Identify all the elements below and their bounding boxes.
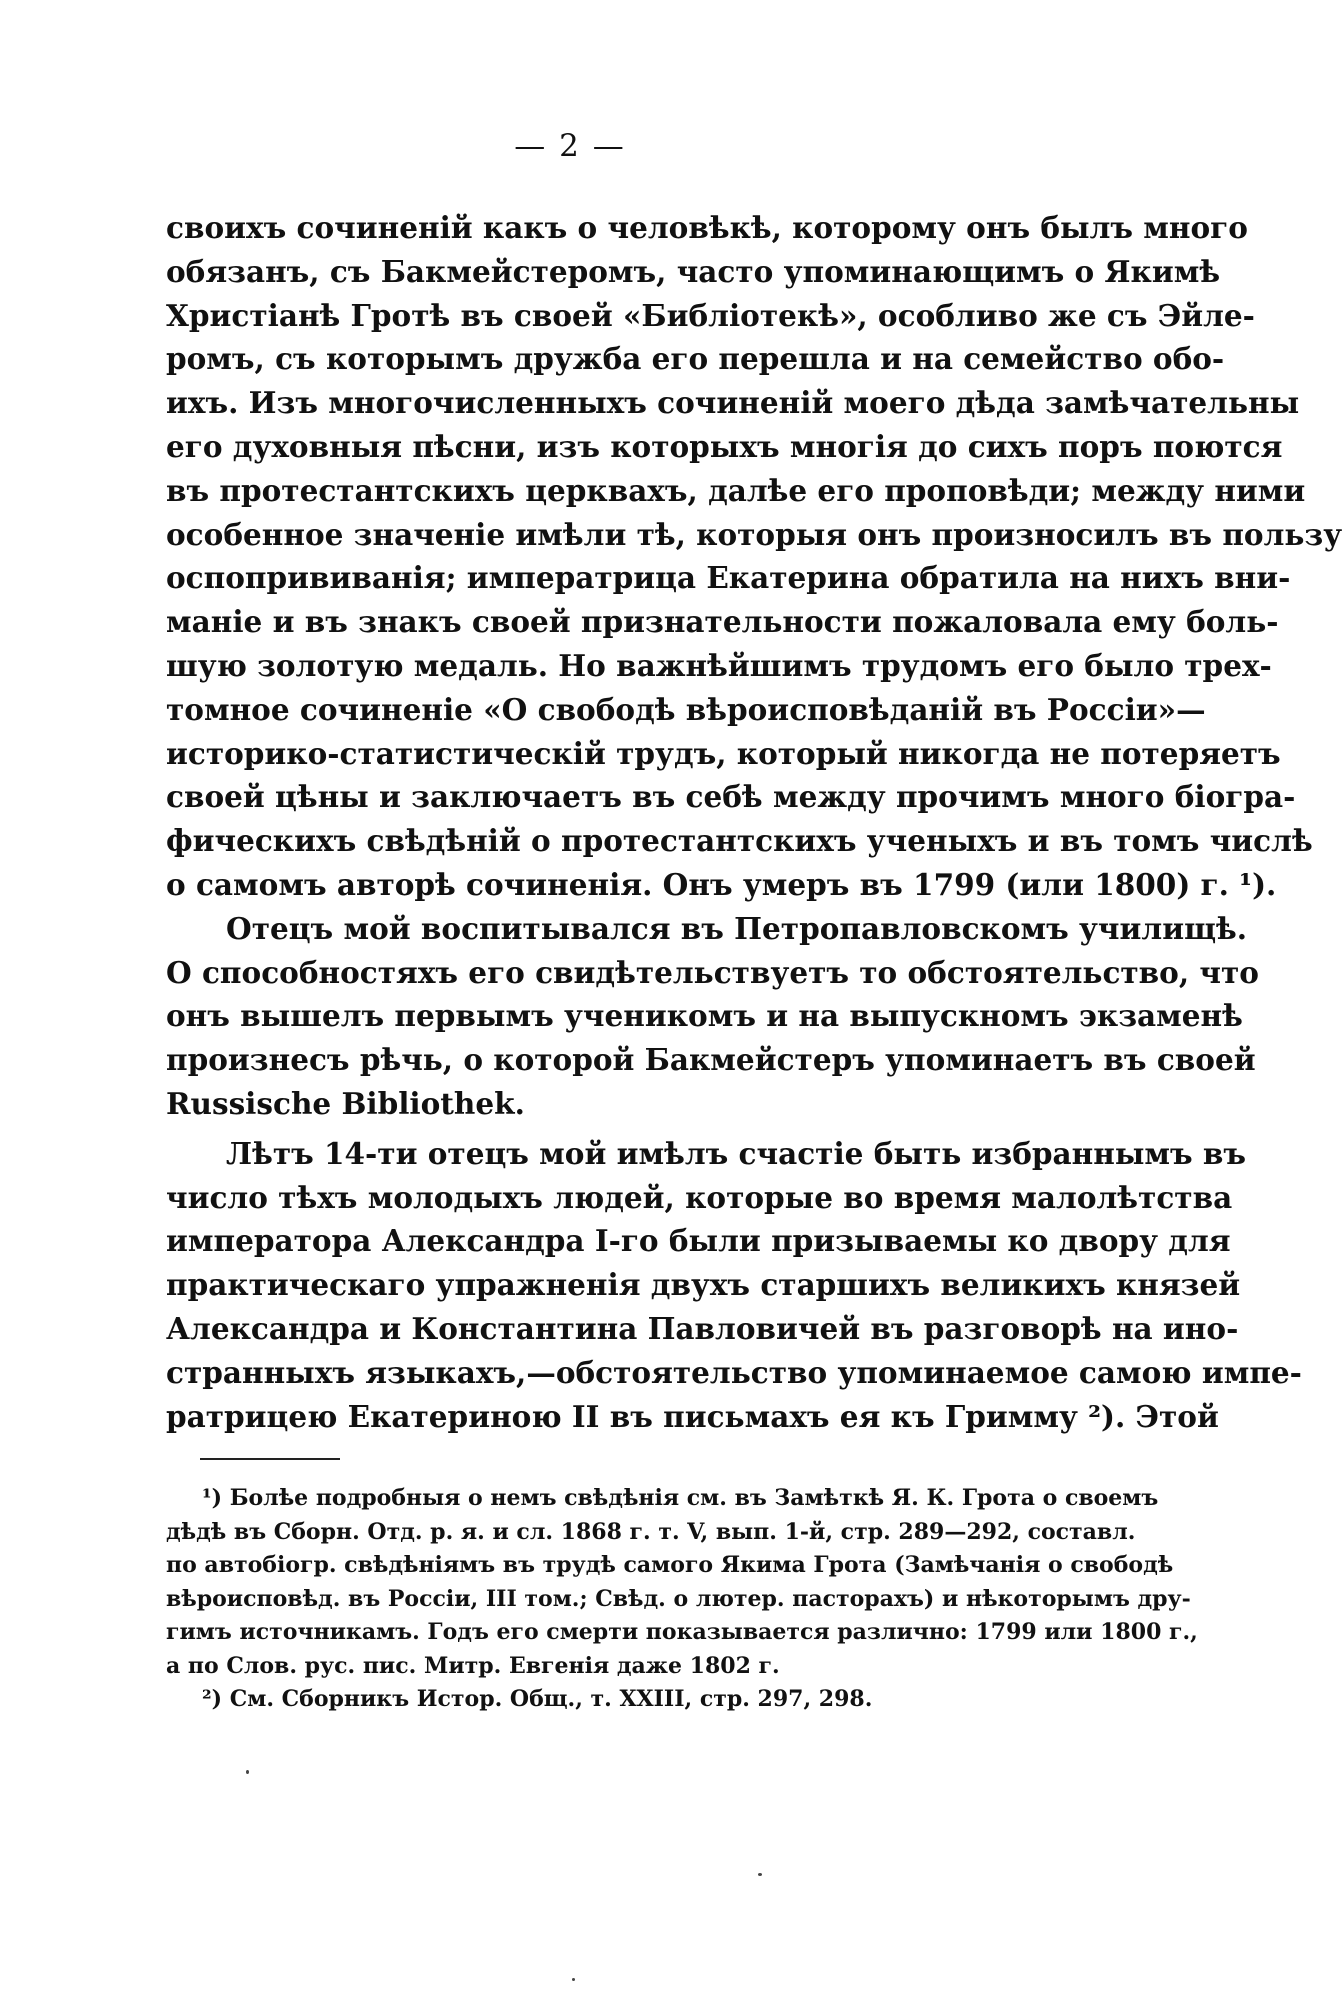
- paragraph-3: [166, 1132, 1302, 1439]
- text-line: томное сочиненіе «О свободѣ вѣроисповѣданій въ Россіи»—: [166, 691, 1206, 727]
- text-line: Лѣтъ 14-ти отецъ мой имѣлъ счастіе быть избраннымъ въ: [226, 1135, 1247, 1171]
- text-line: маніе и въ знакъ своей признательности пожаловала ему боль-: [166, 604, 1279, 640]
- text-line: императора Александра I-го были призываемы ко двору для: [166, 1223, 1231, 1259]
- text-line: фическихъ свѣдѣній о протестантскихъ ученыхъ и въ томъ числѣ: [166, 823, 1313, 859]
- text-line: О способностяхъ его свидѣтельствуетъ то обстоятельство, что: [166, 954, 1259, 990]
- text-line: число тѣхъ молодыхъ людей, которые во время малолѣтства: [166, 1179, 1233, 1215]
- paper-speck: [246, 1770, 249, 1774]
- footnotes: [166, 1482, 1198, 1717]
- page-number: — 2 —: [514, 128, 626, 164]
- text-line: онъ вышелъ первымъ ученикомъ и на выпускномъ экзаменѣ: [166, 998, 1243, 1034]
- paper-speck: [572, 1978, 575, 1981]
- text-line: о самомъ авторѣ сочиненія. Онъ умеръ въ 1799 (или 1800) г. ¹).: [166, 866, 1277, 902]
- text-line: въ протестантскихъ церквахъ, далѣе его проповѣди; между ними: [166, 472, 1306, 508]
- text-line: произнесъ рѣчь, о которой Бакмейстеръ упоминаетъ въ своей: [166, 1042, 1256, 1078]
- paper-speck: [758, 1873, 762, 1876]
- text-line: ратрицею Екатериною II въ письмахъ ея къ Гримму ²). Этой: [166, 1398, 1219, 1434]
- text-line: его духовныя пѣсни, изъ которыхъ многія до сихъ поръ поются: [166, 428, 1283, 464]
- text-line: ихъ. Изъ многочисленныхъ сочиненій моего дѣда замѣчательны: [166, 385, 1300, 421]
- text-line: Russische Bibliothek.: [166, 1085, 525, 1121]
- footnote-1: [166, 1482, 1198, 1683]
- paragraph-1: [166, 206, 1342, 907]
- footnote-line: вѣроисповѣд. въ Россіи, III том.; Свѣд. о лютер. пасторахъ) и нѣкоторымъ дру-: [166, 1585, 1191, 1612]
- text-line: обязанъ, съ Бакмейстеромъ, часто упоминающимъ о Якимѣ: [166, 253, 1221, 289]
- text-line: Александра и Константина Павловичей въ разговорѣ на ино-: [166, 1310, 1239, 1346]
- text-line: ромъ, съ которымъ дружба его перешла и на семейство обо-: [166, 341, 1225, 377]
- text-line: практическаго упражненія двухъ старшихъ великихъ князей: [166, 1267, 1241, 1303]
- text-line: странныхъ языкахъ,—обстоятельство упоминаемое самою импе-: [166, 1354, 1302, 1390]
- text-line: особенное значеніе имѣли тѣ, которыя онъ произносилъ въ пользу: [166, 516, 1342, 552]
- text-line: своей цѣны и заключаетъ въ себѣ между прочимъ много біогра-: [166, 779, 1296, 815]
- footnote-line: гимъ источникамъ. Годъ его смерти показывается различно: 1799 или 1800 г.,: [166, 1619, 1198, 1645]
- text-line: шую золотую медаль. Но важнѣйшимъ трудомъ его было трех-: [166, 647, 1272, 683]
- text-line: Отецъ мой воспитывался въ Петропавловскомъ училищѣ.: [226, 910, 1248, 946]
- footnote-line: а по Слов. рус. пис. Митр. Евгенія даже 1802 г.: [166, 1652, 780, 1679]
- text-line: оспопрививанія; императрица Екатерина обратила на нихъ вни-: [166, 560, 1291, 596]
- footnote-2: [166, 1683, 1080, 1717]
- text-line: Христіанѣ Гротѣ въ своей «Библіотекѣ», особливо же съ Эйле-: [166, 297, 1255, 333]
- text-line: своихъ сочиненій какъ о человѣкѣ, которому онъ былъ много: [166, 210, 1248, 245]
- footnote-line: ²) См. Сборникъ Истор. Общ., т. XXIII, стр. 297, 298.: [202, 1686, 873, 1712]
- footnote-line: дѣдѣ въ Сборн. Отд. р. я. и сл. 1868 г. т. V, вып. 1-й, стр. 289—292, составл.: [166, 1518, 1136, 1545]
- footnote-divider: [200, 1458, 340, 1460]
- text-line: историко-статистическій трудъ, который никогда не потеряетъ: [166, 735, 1281, 771]
- footnote-line: по автобіогр. свѣдѣніямъ въ трудѣ самого Якима Грота (Замѣчанія о свободѣ: [166, 1552, 1174, 1578]
- paragraph-2: [166, 907, 1259, 1126]
- footnote-line: ¹) Болѣе подробныя о немъ свѣдѣнія см. въ Замѣткѣ Я. К. Грота о своемъ: [202, 1485, 1159, 1511]
- main-text: [166, 206, 1342, 1438]
